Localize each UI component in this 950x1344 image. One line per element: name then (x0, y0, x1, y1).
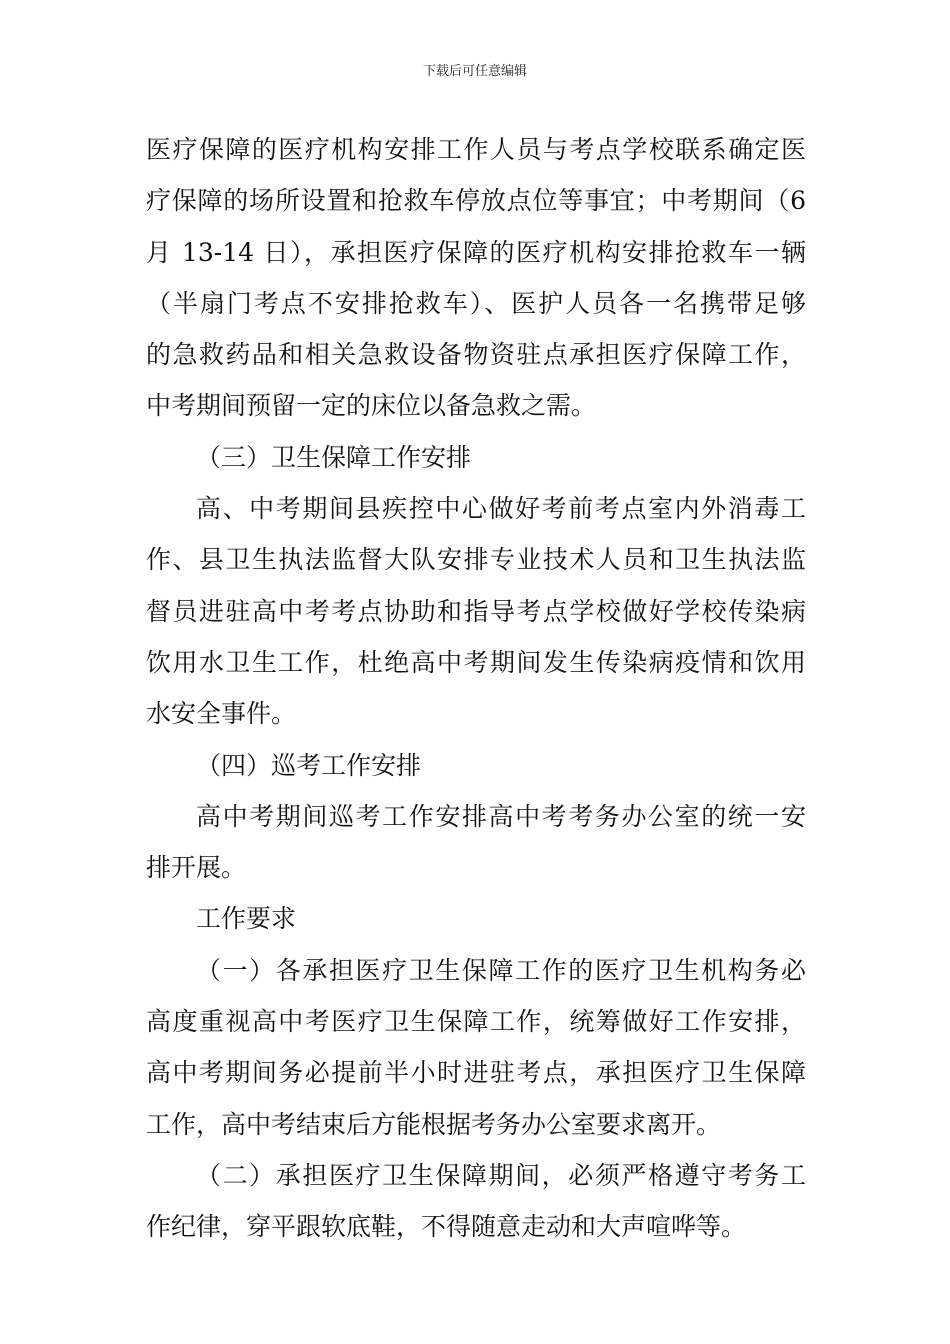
text-line: 排开展。 (146, 853, 247, 883)
section-heading: （四）巡考工作安排 (196, 750, 422, 780)
text-line: 饮用水卫生工作，杜绝高中考期间发生传染病疫情和饮用 (146, 647, 806, 677)
text-line: 工作，高中考结束后方能根据考务办公室要求离开。 (146, 1109, 722, 1139)
section-heading: 工作要求 (196, 904, 297, 934)
section-heading: （三）卫生保障工作安排 (196, 442, 472, 472)
text-line: 作纪律，穿平跟软底鞋，不得随意走动和大声喧哗等。 (146, 1212, 747, 1242)
text-line: 中考期间预留一定的床位以备急救之需。 (146, 391, 597, 421)
text-line: 医疗保障的医疗机构安排工作人员与考点学校联系确定医 (146, 135, 806, 164)
text-line: 作、县卫生执法监督大队安排专业技术人员和卫生执法监 (146, 545, 806, 575)
text-line: 高、中考期间县疾控中心做好考前考点室内外消毒工 (196, 494, 806, 524)
text-line: （二）承担医疗卫生保障期间，必须严格遵守考务工 (196, 1160, 806, 1190)
page-header: 下载后可任意编辑 (422, 64, 527, 79)
document-body (146, 124, 806, 1253)
text-line: 高中考期间务必提前半小时进驻考点，承担医疗卫生保障 (146, 1058, 806, 1088)
text-line: 高度重视高中考医疗卫生保障工作，统筹做好工作安排， (146, 1007, 806, 1037)
text-line: 水安全事件。 (146, 699, 297, 729)
text-line: 高中考期间巡考工作安排高中考考务办公室的统一安 (196, 801, 806, 831)
text-line: （一）各承担医疗卫生保障工作的医疗卫生机构务必 (196, 955, 806, 985)
text-line: （半扇门考点不安排抢救车）、医护人员各一名携带足够 (146, 288, 806, 318)
text-line: 疗保障的场所设置和抢救车停放点位等事宜；中考期间（6 (146, 186, 806, 216)
text-line: 月 13-14 日），承担医疗保障的医疗机构安排抢救车一辆 (146, 237, 806, 267)
text-line: 督员进驻高中考考点协助和指导考点学校做好学校传染病 (146, 596, 806, 626)
text-line: 的急救药品和相关急救设备物资驻点承担医疗保障工作， (146, 340, 806, 370)
